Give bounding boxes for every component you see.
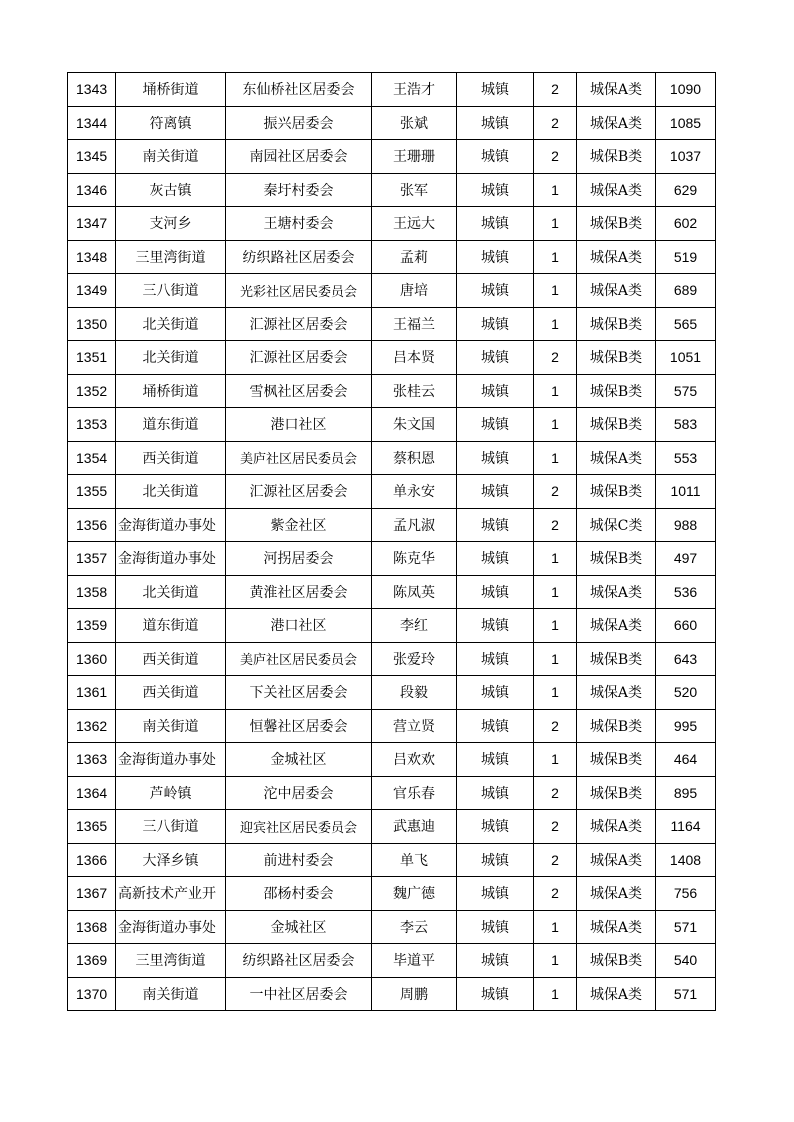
street-cell: 道东街道	[116, 609, 226, 643]
amount-cell: 519	[656, 240, 716, 274]
household-type-cell: 城镇	[457, 240, 534, 274]
amount-cell: 1037	[656, 140, 716, 174]
committee-cell: 纺织路社区居委会	[226, 240, 372, 274]
serial-number-cell: 1356	[68, 508, 116, 542]
table-row	[68, 542, 716, 576]
street-cell: 支河乡	[116, 207, 226, 241]
person-name-cell: 吕本贤	[372, 341, 457, 375]
amount-cell: 995	[656, 709, 716, 743]
household-type-cell: 城镇	[457, 508, 534, 542]
category-cell: 城保A类	[577, 441, 656, 475]
category-cell: 城保A类	[577, 810, 656, 844]
person-name-cell: 孟凡淑	[372, 508, 457, 542]
household-type-cell: 城镇	[457, 843, 534, 877]
category-cell: 城保A类	[577, 106, 656, 140]
category-cell: 城保A类	[577, 877, 656, 911]
street-cell: 符离镇	[116, 106, 226, 140]
serial-number-cell: 1351	[68, 341, 116, 375]
serial-number-cell: 1349	[68, 274, 116, 308]
serial-number-cell: 1363	[68, 743, 116, 777]
serial-number-cell: 1362	[68, 709, 116, 743]
serial-number-cell: 1369	[68, 944, 116, 978]
street-cell: 南关街道	[116, 140, 226, 174]
amount-cell: 602	[656, 207, 716, 241]
person-name-cell: 魏广德	[372, 877, 457, 911]
household-type-cell: 城镇	[457, 776, 534, 810]
table-row	[68, 73, 716, 107]
amount-cell: 520	[656, 676, 716, 710]
category-cell: 城保B类	[577, 341, 656, 375]
committee-cell: 港口社区	[226, 609, 372, 643]
household-type-cell: 城镇	[457, 441, 534, 475]
person-name-cell: 陈凤英	[372, 575, 457, 609]
table-row	[68, 877, 716, 911]
household-type-cell: 城镇	[457, 341, 534, 375]
category-cell: 城保B类	[577, 944, 656, 978]
table-row	[68, 408, 716, 442]
street-cell: 金海街道办事处	[116, 542, 226, 576]
committee-cell: 邵杨村委会	[226, 877, 372, 911]
amount-cell: 497	[656, 542, 716, 576]
household-type-cell: 城镇	[457, 575, 534, 609]
serial-number-cell: 1367	[68, 877, 116, 911]
amount-cell: 1408	[656, 843, 716, 877]
person-name-cell: 王珊珊	[372, 140, 457, 174]
category-cell: 城保A类	[577, 73, 656, 107]
street-cell: 三八街道	[116, 810, 226, 844]
people-count-cell: 2	[534, 73, 577, 107]
category-cell: 城保A类	[577, 575, 656, 609]
table-row	[68, 240, 716, 274]
people-count-cell: 2	[534, 877, 577, 911]
committee-cell: 振兴居委会	[226, 106, 372, 140]
table-row	[68, 341, 716, 375]
person-name-cell: 张桂云	[372, 374, 457, 408]
committee-cell: 金城社区	[226, 910, 372, 944]
street-cell: 金海街道办事处	[116, 743, 226, 777]
amount-cell: 689	[656, 274, 716, 308]
table-row	[68, 140, 716, 174]
table-row	[68, 106, 716, 140]
category-cell: 城保A类	[577, 910, 656, 944]
amount-cell: 565	[656, 307, 716, 341]
person-name-cell: 张爱玲	[372, 642, 457, 676]
people-count-cell: 1	[534, 910, 577, 944]
amount-cell: 988	[656, 508, 716, 542]
committee-cell: 雪枫社区居委会	[226, 374, 372, 408]
committee-cell: 港口社区	[226, 408, 372, 442]
household-type-cell: 城镇	[457, 475, 534, 509]
serial-number-cell: 1366	[68, 843, 116, 877]
street-cell: 南关街道	[116, 709, 226, 743]
amount-cell: 575	[656, 374, 716, 408]
serial-number-cell: 1345	[68, 140, 116, 174]
category-cell: 城保B类	[577, 776, 656, 810]
committee-cell: 纺织路社区居委会	[226, 944, 372, 978]
household-type-cell: 城镇	[457, 642, 534, 676]
table-row	[68, 843, 716, 877]
table-row	[68, 374, 716, 408]
household-type-cell: 城镇	[457, 207, 534, 241]
street-cell: 西关街道	[116, 676, 226, 710]
street-cell: 埇桥街道	[116, 73, 226, 107]
person-name-cell: 王福兰	[372, 307, 457, 341]
people-count-cell: 1	[534, 676, 577, 710]
serial-number-cell: 1348	[68, 240, 116, 274]
household-type-cell: 城镇	[457, 944, 534, 978]
amount-cell: 895	[656, 776, 716, 810]
people-count-cell: 1	[534, 207, 577, 241]
table-row	[68, 441, 716, 475]
people-count-cell: 2	[534, 475, 577, 509]
household-type-cell: 城镇	[457, 140, 534, 174]
amount-cell: 756	[656, 877, 716, 911]
amount-cell: 571	[656, 977, 716, 1011]
household-type-cell: 城镇	[457, 676, 534, 710]
category-cell: 城保A类	[577, 240, 656, 274]
category-cell: 城保B类	[577, 743, 656, 777]
table-row	[68, 743, 716, 777]
committee-cell: 东仙桥社区居委会	[226, 73, 372, 107]
people-count-cell: 1	[534, 441, 577, 475]
street-cell: 芦岭镇	[116, 776, 226, 810]
person-name-cell: 李红	[372, 609, 457, 643]
person-name-cell: 单永安	[372, 475, 457, 509]
people-count-cell: 2	[534, 341, 577, 375]
household-type-cell: 城镇	[457, 910, 534, 944]
people-count-cell: 2	[534, 140, 577, 174]
amount-cell: 464	[656, 743, 716, 777]
table-body	[68, 73, 716, 1011]
committee-cell: 河拐居委会	[226, 542, 372, 576]
category-cell: 城保A类	[577, 843, 656, 877]
people-count-cell: 1	[534, 173, 577, 207]
amount-cell: 1051	[656, 341, 716, 375]
category-cell: 城保A类	[577, 977, 656, 1011]
table-row	[68, 776, 716, 810]
people-count-cell: 1	[534, 307, 577, 341]
table-row	[68, 609, 716, 643]
household-type-cell: 城镇	[457, 173, 534, 207]
household-type-cell: 城镇	[457, 977, 534, 1011]
street-cell: 南关街道	[116, 977, 226, 1011]
category-cell: 城保B类	[577, 207, 656, 241]
category-cell: 城保A类	[577, 274, 656, 308]
serial-number-cell: 1365	[68, 810, 116, 844]
committee-cell: 秦圩村委会	[226, 173, 372, 207]
person-name-cell: 吕欢欢	[372, 743, 457, 777]
person-name-cell: 段毅	[372, 676, 457, 710]
committee-cell: 下关社区居委会	[226, 676, 372, 710]
household-type-cell: 城镇	[457, 810, 534, 844]
table-row	[68, 508, 716, 542]
serial-number-cell: 1355	[68, 475, 116, 509]
people-count-cell: 1	[534, 642, 577, 676]
welfare-table	[67, 72, 716, 1011]
street-cell: 三里湾街道	[116, 240, 226, 274]
committee-cell: 汇源社区居委会	[226, 341, 372, 375]
people-count-cell: 1	[534, 944, 577, 978]
household-type-cell: 城镇	[457, 609, 534, 643]
committee-cell: 恒馨社区居委会	[226, 709, 372, 743]
amount-cell: 571	[656, 910, 716, 944]
people-count-cell: 1	[534, 274, 577, 308]
person-name-cell: 单飞	[372, 843, 457, 877]
household-type-cell: 城镇	[457, 73, 534, 107]
person-name-cell: 毕道平	[372, 944, 457, 978]
serial-number-cell: 1350	[68, 307, 116, 341]
committee-cell: 光彩社区居民委员会	[226, 274, 372, 308]
street-cell: 灰古镇	[116, 173, 226, 207]
people-count-cell: 1	[534, 374, 577, 408]
people-count-cell: 1	[534, 240, 577, 274]
table-row	[68, 910, 716, 944]
person-name-cell: 李云	[372, 910, 457, 944]
people-count-cell: 1	[534, 977, 577, 1011]
serial-number-cell: 1346	[68, 173, 116, 207]
serial-number-cell: 1343	[68, 73, 116, 107]
person-name-cell: 唐培	[372, 274, 457, 308]
table-row	[68, 575, 716, 609]
committee-cell: 南园社区居委会	[226, 140, 372, 174]
serial-number-cell: 1368	[68, 910, 116, 944]
table-row	[68, 307, 716, 341]
person-name-cell: 王远大	[372, 207, 457, 241]
committee-cell: 美庐社区居民委员会	[226, 642, 372, 676]
amount-cell: 536	[656, 575, 716, 609]
household-type-cell: 城镇	[457, 374, 534, 408]
table-row	[68, 977, 716, 1011]
serial-number-cell: 1344	[68, 106, 116, 140]
people-count-cell: 1	[534, 609, 577, 643]
amount-cell: 583	[656, 408, 716, 442]
people-count-cell: 2	[534, 810, 577, 844]
committee-cell: 汇源社区居委会	[226, 307, 372, 341]
table-row	[68, 207, 716, 241]
person-name-cell: 蔡积恩	[372, 441, 457, 475]
amount-cell: 643	[656, 642, 716, 676]
street-cell: 西关街道	[116, 441, 226, 475]
committee-cell: 紫金社区	[226, 508, 372, 542]
serial-number-cell: 1359	[68, 609, 116, 643]
serial-number-cell: 1361	[68, 676, 116, 710]
amount-cell: 629	[656, 173, 716, 207]
committee-cell: 黄淮社区居委会	[226, 575, 372, 609]
person-name-cell: 陈克华	[372, 542, 457, 576]
person-name-cell: 营立贤	[372, 709, 457, 743]
committee-cell: 汇源社区居委会	[226, 475, 372, 509]
street-cell: 西关街道	[116, 642, 226, 676]
category-cell: 城保B类	[577, 642, 656, 676]
table-row	[68, 676, 716, 710]
category-cell: 城保A类	[577, 609, 656, 643]
category-cell: 城保B类	[577, 475, 656, 509]
category-cell: 城保B类	[577, 307, 656, 341]
amount-cell: 1011	[656, 475, 716, 509]
committee-cell: 一中社区居委会	[226, 977, 372, 1011]
serial-number-cell: 1360	[68, 642, 116, 676]
household-type-cell: 城镇	[457, 106, 534, 140]
table-row	[68, 475, 716, 509]
committee-cell: 迎宾社区居民委员会	[226, 810, 372, 844]
amount-cell: 1164	[656, 810, 716, 844]
people-count-cell: 2	[534, 508, 577, 542]
street-cell: 金海街道办事处	[116, 910, 226, 944]
people-count-cell: 2	[534, 843, 577, 877]
category-cell: 城保A类	[577, 173, 656, 207]
person-name-cell: 官乐春	[372, 776, 457, 810]
street-cell: 金海街道办事处	[116, 508, 226, 542]
serial-number-cell: 1358	[68, 575, 116, 609]
person-name-cell: 张斌	[372, 106, 457, 140]
people-count-cell: 2	[534, 106, 577, 140]
category-cell: 城保C类	[577, 508, 656, 542]
serial-number-cell: 1352	[68, 374, 116, 408]
category-cell: 城保A类	[577, 676, 656, 710]
amount-cell: 553	[656, 441, 716, 475]
street-cell: 北关街道	[116, 575, 226, 609]
household-type-cell: 城镇	[457, 408, 534, 442]
category-cell: 城保B类	[577, 140, 656, 174]
street-cell: 道东街道	[116, 408, 226, 442]
table-row	[68, 642, 716, 676]
amount-cell: 540	[656, 944, 716, 978]
serial-number-cell: 1354	[68, 441, 116, 475]
table-row	[68, 944, 716, 978]
committee-cell: 前进村委会	[226, 843, 372, 877]
category-cell: 城保B类	[577, 374, 656, 408]
category-cell: 城保B类	[577, 408, 656, 442]
street-cell: 大泽乡镇	[116, 843, 226, 877]
household-type-cell: 城镇	[457, 274, 534, 308]
category-cell: 城保B类	[577, 542, 656, 576]
people-count-cell: 1	[534, 542, 577, 576]
table-row	[68, 173, 716, 207]
people-count-cell: 1	[534, 743, 577, 777]
street-cell: 北关街道	[116, 341, 226, 375]
person-name-cell: 王浩才	[372, 73, 457, 107]
serial-number-cell: 1370	[68, 977, 116, 1011]
table-row	[68, 709, 716, 743]
people-count-cell: 2	[534, 776, 577, 810]
category-cell: 城保B类	[577, 709, 656, 743]
people-count-cell: 1	[534, 575, 577, 609]
table-row	[68, 810, 716, 844]
amount-cell: 1090	[656, 73, 716, 107]
committee-cell: 美庐社区居民委员会	[226, 441, 372, 475]
person-name-cell: 周鹏	[372, 977, 457, 1011]
serial-number-cell: 1347	[68, 207, 116, 241]
serial-number-cell: 1364	[68, 776, 116, 810]
table-row	[68, 274, 716, 308]
committee-cell: 沱中居委会	[226, 776, 372, 810]
serial-number-cell: 1357	[68, 542, 116, 576]
amount-cell: 660	[656, 609, 716, 643]
household-type-cell: 城镇	[457, 743, 534, 777]
street-cell: 北关街道	[116, 307, 226, 341]
committee-cell: 金城社区	[226, 743, 372, 777]
street-cell: 三里湾街道	[116, 944, 226, 978]
street-cell: 三八街道	[116, 274, 226, 308]
household-type-cell: 城镇	[457, 307, 534, 341]
person-name-cell: 张军	[372, 173, 457, 207]
household-type-cell: 城镇	[457, 542, 534, 576]
household-type-cell: 城镇	[457, 709, 534, 743]
street-cell: 北关街道	[116, 475, 226, 509]
people-count-cell: 1	[534, 408, 577, 442]
person-name-cell: 孟莉	[372, 240, 457, 274]
people-count-cell: 2	[534, 709, 577, 743]
serial-number-cell: 1353	[68, 408, 116, 442]
street-cell: 高新技术产业开	[116, 877, 226, 911]
household-type-cell: 城镇	[457, 877, 534, 911]
amount-cell: 1085	[656, 106, 716, 140]
person-name-cell: 朱文国	[372, 408, 457, 442]
person-name-cell: 武惠迪	[372, 810, 457, 844]
committee-cell: 王塘村委会	[226, 207, 372, 241]
street-cell: 埇桥街道	[116, 374, 226, 408]
